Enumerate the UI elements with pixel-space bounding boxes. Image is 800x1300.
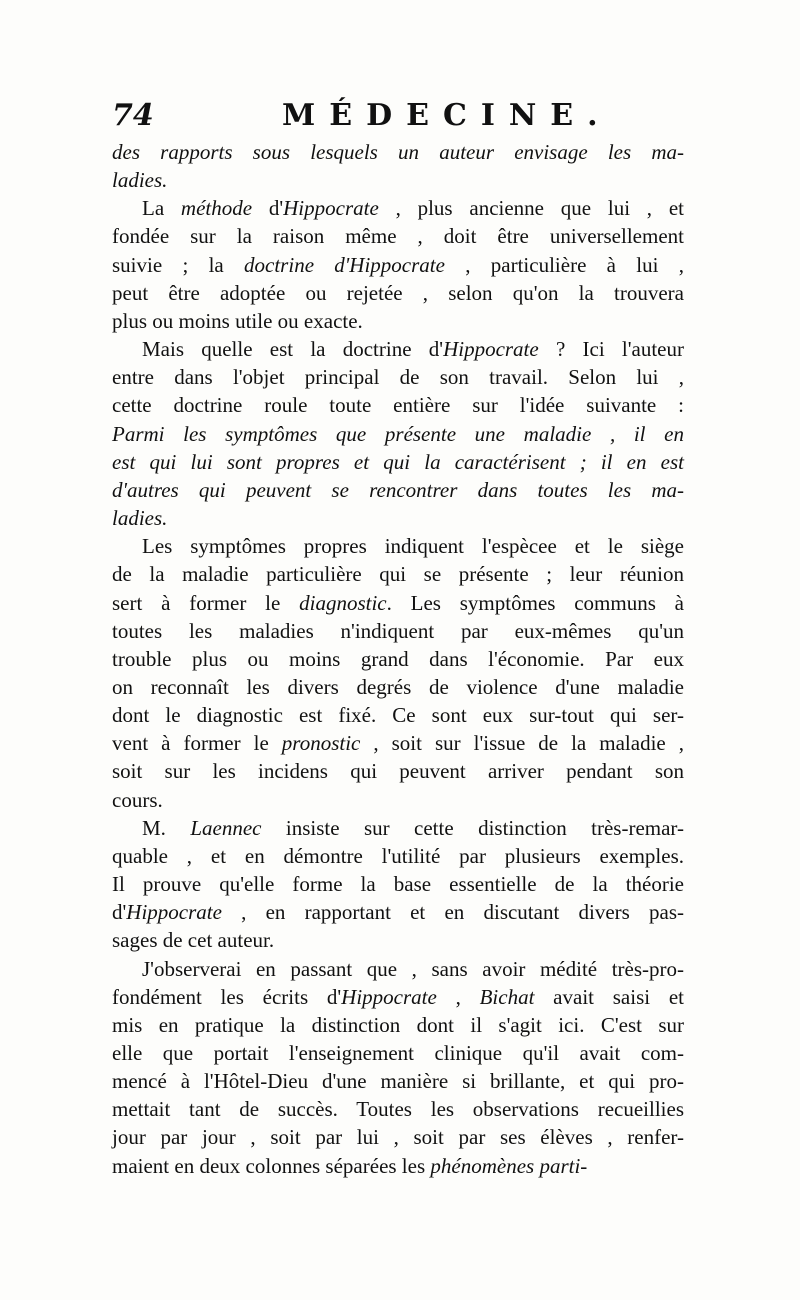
- text-segment: avait saisi et: [534, 984, 684, 1009]
- text-line: [112, 222, 684, 250]
- text-segment: elle que portait l'enseignement clinique qu'il avait com-: [112, 1041, 684, 1065]
- italic-text: ladies.: [112, 168, 168, 193]
- text-line: [112, 420, 684, 448]
- body-text: [112, 138, 684, 1180]
- text-line: [112, 560, 684, 588]
- text-segment: maient en deux colonnes séparées les: [112, 1153, 431, 1178]
- text-segment: sages de cet auteur.: [112, 928, 275, 953]
- italic-text: doctrine d'Hippocrate: [244, 252, 445, 277]
- text-line: [112, 1067, 684, 1095]
- text-segment: on reconnaît les divers degrés de violence d'une maladie: [112, 674, 684, 699]
- text-segment: mis en pratique la distinction dont il s'agit ici. C'est sur: [112, 1012, 684, 1037]
- italic-text: diagnostic: [299, 590, 387, 615]
- text-segment: mencé à l'Hôtel-Dieu d'une manière si brillante, et qui pro-: [112, 1069, 684, 1094]
- italic-text: Hippocrate: [283, 196, 379, 221]
- text-segment: jour par jour , soit par lui , soit par ses élèves , renfer-: [112, 1125, 684, 1150]
- text-line: [112, 1039, 684, 1067]
- text-segment: fondée sur la raison même , doit être universellement: [112, 224, 684, 249]
- page-header: [112, 96, 684, 136]
- text-segment: plus ou moins utile ou exacte.: [112, 308, 363, 333]
- text-line: [112, 786, 684, 814]
- text-segment: . Les symptômes communs à: [386, 590, 684, 615]
- text-line: [112, 898, 684, 926]
- text-segment: , en rapportant et en discutant divers pas-: [221, 900, 684, 925]
- text-segment: cours.: [112, 787, 163, 812]
- text-segment: fondément les écrits d': [112, 984, 342, 1009]
- text-segment: sert à former le: [112, 590, 300, 615]
- text-segment: La: [142, 196, 181, 221]
- paragraph: [112, 955, 684, 1180]
- text-line: [112, 757, 684, 785]
- text-line: [112, 363, 684, 391]
- running-head: MÉDECINE.: [282, 98, 612, 133]
- text-line: [112, 701, 684, 729]
- italic-text: Hippocrate: [126, 900, 222, 925]
- text-line: [112, 673, 684, 701]
- text-segment: d': [112, 900, 127, 925]
- paragraph: [112, 335, 684, 532]
- text-line: [112, 335, 684, 363]
- text-segment: , soit sur l'issue de la maladie ,: [360, 731, 684, 756]
- text-segment: , plus ancienne que lui , et: [378, 196, 684, 221]
- text-line: [112, 251, 684, 279]
- text-line: [112, 729, 684, 757]
- text-segment: Mais quelle est la doctrine d': [142, 337, 444, 362]
- text-line: [112, 448, 684, 476]
- text-line: [112, 166, 684, 194]
- text-segment: trouble plus ou moins grand dans l'économie. Par eux: [112, 646, 684, 671]
- text-segment: , particulière à lui ,: [444, 252, 684, 277]
- text-line: [112, 955, 684, 983]
- text-segment: Il prouve qu'elle forme la base essentielle de la théorie: [112, 872, 684, 897]
- text-line: [112, 1123, 684, 1151]
- italic-text: Hippocrate: [341, 984, 437, 1009]
- text-line: [112, 617, 684, 645]
- text-segment: dont le diagnostic est fixé. Ce sont eux sur-tout qui ser-: [112, 703, 684, 728]
- text-segment: M.: [142, 815, 191, 840]
- text-line: [112, 476, 684, 504]
- text-line: [112, 645, 684, 673]
- text-line: [112, 504, 684, 532]
- paragraph: [112, 814, 684, 955]
- text-segment: d': [252, 196, 284, 221]
- italic-text: Laennec: [190, 815, 262, 840]
- text-segment: insiste sur cette distinction très-remar-: [261, 815, 684, 840]
- text-segment: J'observerai en passant que , sans avoir médité très-pro-: [142, 956, 684, 981]
- text-segment: ,: [436, 984, 480, 1009]
- text-line: [112, 391, 684, 419]
- text-segment: soit sur les incidens qui peuvent arriver pendant son: [112, 759, 684, 784]
- text-line: [112, 532, 684, 560]
- page-number: 74: [112, 98, 154, 133]
- italic-text: pronostic: [281, 731, 361, 756]
- text-line: [112, 926, 684, 954]
- text-line: [112, 307, 684, 335]
- text-segment: ? Ici l'auteur: [538, 337, 684, 362]
- text-line: [112, 842, 684, 870]
- text-segment: cette doctrine roule toute entière sur l'idée suivante :: [112, 393, 684, 418]
- text-line: [112, 279, 684, 307]
- paragraph: [112, 138, 684, 194]
- text-line: [112, 870, 684, 898]
- text-line: [112, 1095, 684, 1123]
- italic-text: ladies.: [112, 506, 168, 531]
- italic-text: Bichat: [479, 984, 535, 1009]
- text-segment: vent à former le: [112, 731, 282, 756]
- italic-text: méthode: [180, 196, 253, 221]
- text-segment: quable , et en démontre l'utilité par plusieurs exemples.: [112, 843, 684, 868]
- text-line: [112, 814, 684, 842]
- italic-text: Hippocrate: [443, 337, 539, 362]
- text-line: [112, 138, 684, 166]
- text-line: [112, 1011, 684, 1039]
- text-line: [112, 589, 684, 617]
- text-segment: Les symptômes propres indiquent l'espècee et le siège: [142, 534, 684, 559]
- text-line: [112, 1152, 684, 1180]
- text-segment: peut être adoptée ou rejetée , selon qu'on la trouvera: [112, 280, 684, 305]
- paragraph: [112, 532, 684, 814]
- paragraph: [112, 194, 684, 335]
- italic-text: phénomènes parti-: [430, 1153, 588, 1178]
- italic-text: est qui lui sont propres et qui la caractérisent ; il en est: [112, 449, 684, 474]
- text-line: [112, 194, 684, 222]
- italic-text: d'autres qui peuvent se rencontrer dans toutes les ma-: [112, 477, 684, 502]
- italic-text: des rapports sous lesquels un auteur envisage les ma-: [112, 140, 684, 164]
- text-segment: mettait tant de succès. Toutes les observations recueillies: [112, 1097, 684, 1122]
- italic-text: Parmi les symptômes que présente une maladie , il en: [112, 421, 684, 446]
- text-segment: toutes les maladies n'indiquent par eux-mêmes qu'un: [112, 618, 684, 643]
- text-segment: entre dans l'objet principal de son travail. Selon lui ,: [112, 365, 684, 390]
- text-line: [112, 983, 684, 1011]
- text-segment: suivie ; la: [112, 252, 245, 277]
- text-segment: de la maladie particulière qui se présente ; leur réunion: [112, 562, 684, 587]
